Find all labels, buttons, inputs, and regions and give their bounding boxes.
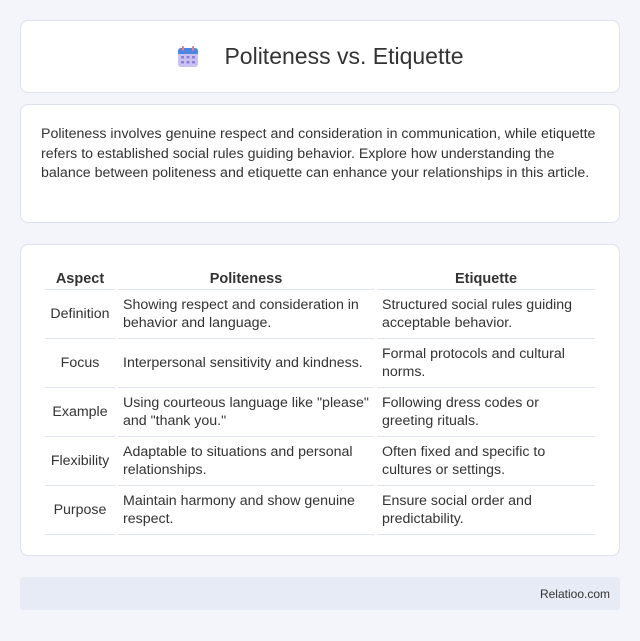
- politeness-cell: Adaptable to situations and personal relationships.: [118, 437, 374, 486]
- page-title: Politeness vs. Etiquette: [224, 43, 464, 69]
- etiquette-cell: Formal protocols and cultural norms.: [377, 339, 595, 388]
- politeness-cell: Interpersonal sensitivity and kindness.: [118, 339, 374, 388]
- etiquette-cell: Following dress codes or greeting rituals.: [377, 388, 595, 437]
- politeness-cell: Using courteous language like "please" and "thank you.": [118, 388, 374, 437]
- footer: [20, 577, 620, 610]
- table-row: [45, 486, 595, 535]
- politeness-cell: Maintain harmony and show genuine respect.: [118, 486, 374, 535]
- comparison-table: [42, 265, 598, 535]
- table-row: [45, 388, 595, 437]
- etiquette-cell: Structured social rules guiding acceptable behavior.: [377, 290, 595, 339]
- header-politeness: Politeness: [118, 265, 374, 290]
- aspect-cell: Example: [45, 388, 115, 437]
- aspect-cell: Focus: [45, 339, 115, 388]
- politeness-cell: Showing respect and consideration in behavior and language.: [118, 290, 374, 339]
- intro-card: [20, 104, 620, 223]
- header-aspect: Aspect: [45, 265, 115, 290]
- title-card: [20, 20, 620, 93]
- aspect-cell: Flexibility: [45, 437, 115, 486]
- calendar-icon: [176, 45, 200, 69]
- aspect-cell: Purpose: [45, 486, 115, 535]
- table-row: [45, 437, 595, 486]
- table-card: [20, 244, 620, 556]
- table-header-row: [45, 265, 595, 290]
- intro-text: Politeness involves genuine respect and consideration in communication, while etiquette refers to established social rules guiding behavior. Explore how understanding the balance between politeness and etiquette can enhance your relationships in this article.: [41, 126, 596, 181]
- footer-brand[interactable]: Relatioo.com: [539, 586, 610, 601]
- aspect-cell: Definition: [45, 290, 115, 339]
- header-etiquette: Etiquette: [377, 265, 595, 290]
- table-row: [45, 290, 595, 339]
- table-row: [45, 339, 595, 388]
- etiquette-cell: Ensure social order and predictability.: [377, 486, 595, 535]
- etiquette-cell: Often fixed and specific to cultures or settings.: [377, 437, 595, 486]
